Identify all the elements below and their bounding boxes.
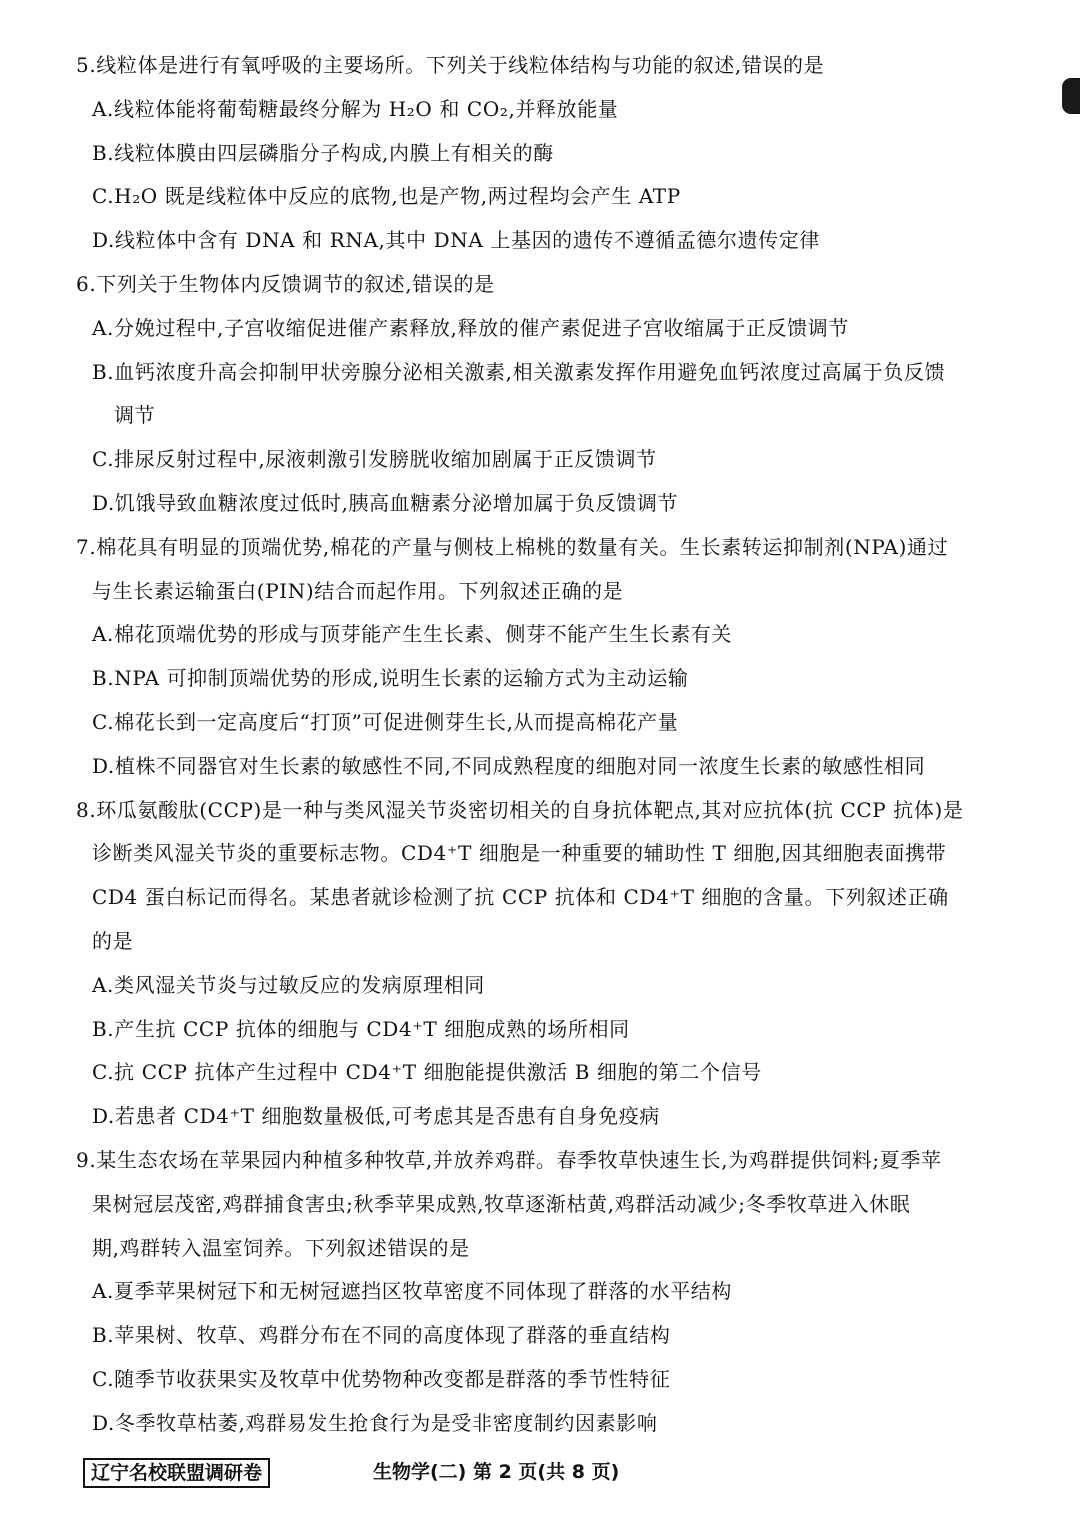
question-stem-line: 诊断类风湿关节炎的重要标志物。CD4⁺T 细胞是一种重要的辅助性 T 细胞,因其细胞表面携带	[92, 841, 947, 866]
answer-option: C.排尿反射过程中,尿液刺激引发膀胱收缩加剧属于正反馈调节	[92, 447, 657, 472]
exam-name-box: 辽宁名校联盟调研卷	[83, 1458, 270, 1488]
question-stem-line: CD4 蛋白标记而得名。某患者就诊检测了抗 CCP 抗体和 CD4⁺T 细胞的含量。下列叙述正确	[92, 885, 949, 910]
answer-option: B.产生抗 CCP 抗体的细胞与 CD4⁺T 细胞成熟的场所相同	[92, 1016, 630, 1041]
question-stem-line: 8.环瓜氨酸肽(CCP)是一种与类风湿关节炎密切相关的自身抗体靶点,其对应抗体(抗 CCP 抗体)是	[76, 797, 964, 822]
answer-option: D.饥饿导致血糖浓度过低时,胰高血糖素分泌增加属于负反馈调节	[92, 490, 679, 515]
answer-option: A.线粒体能将葡萄糖最终分解为 H₂O 和 CO₂,并释放能量	[92, 96, 619, 121]
question-block	[72, 44, 1022, 263]
question-stem-line: 期,鸡群转入温室饲养。下列叙述错误的是	[92, 1235, 470, 1260]
question-stem-line: 的是	[92, 928, 134, 953]
answer-option: B.血钙浓度升高会抑制甲状旁腺分泌相关激素,相关激素发挥作用避免血钙浓度过高属于负反馈	[92, 359, 946, 384]
answer-option: B.NPA 可抑制顶端优势的形成,说明生长素的运输方式为主动运输	[92, 666, 689, 691]
question-block	[72, 789, 1022, 1139]
answer-option: D.线粒体中含有 DNA 和 RNA,其中 DNA 上基因的遗传不遵循孟德尔遗传定律	[92, 228, 820, 253]
question-block	[72, 1139, 1022, 1446]
subject-page-number: 生物学(二) 第 2 页(共 8 页)	[373, 1461, 620, 1483]
answer-option: 调节	[114, 403, 156, 428]
page-footer	[83, 1458, 783, 1488]
answer-option: A.夏季苹果树冠下和无树冠遮挡区牧草密度不同体现了群落的水平结构	[92, 1279, 732, 1304]
question-stem-line: 7.棉花具有明显的顶端优势,棉花的产量与侧枝上棉桃的数量有关。生长素转运抑制剂(NPA)通过	[76, 534, 949, 559]
question-stem-line: 果树冠层茂密,鸡群捕食害虫;秋季苹果成熟,牧草逐渐枯黄,鸡群活动减少;冬季牧草进入休眠	[92, 1191, 911, 1216]
answer-option: C.H₂O 既是线粒体中反应的底物,也是产物,两过程均会产生 ATP	[92, 184, 681, 209]
question-stem-line: 5.线粒体是进行有氧呼吸的主要场所。下列关于线粒体结构与功能的叙述,错误的是	[76, 53, 825, 77]
page-edge-mark	[1062, 78, 1080, 114]
answer-option: D.植株不同器官对生长素的敏感性不同,不同成熟程度的细胞对同一浓度生长素的敏感性相同	[92, 753, 926, 778]
answer-option: B.苹果树、牧草、鸡群分布在不同的高度体现了群落的垂直结构	[92, 1323, 671, 1348]
answer-option: A.棉花顶端优势的形成与顶芽能产生生长素、侧芽不能产生生长素有关	[92, 622, 732, 647]
question-list	[72, 44, 1022, 1446]
answer-option: C.抗 CCP 抗体产生过程中 CD4⁺T 细胞能提供激活 B 细胞的第二个信号	[92, 1060, 762, 1085]
answer-option: D.若患者 CD4⁺T 细胞数量极低,可考虑其是否患有自身免疫病	[92, 1104, 660, 1129]
answer-option: B.线粒体膜由四层磷脂分子构成,内膜上有相关的酶	[92, 140, 554, 165]
question-stem-line: 9.某生态农场在苹果园内种植多种牧草,并放养鸡群。春季牧草快速生长,为鸡群提供饲料;夏季苹	[76, 1147, 942, 1172]
question-stem-line: 6.下列关于生物体内反馈调节的叙述,错误的是	[76, 271, 495, 296]
answer-option: C.棉花长到一定高度后“打顶”可促进侧芽生长,从而提高棉花产量	[92, 709, 679, 734]
question-block	[72, 526, 1022, 789]
question-stem-line: 与生长素运输蛋白(PIN)结合而起作用。下列叙述正确的是	[92, 578, 624, 603]
answer-option: D.冬季牧草枯萎,鸡群易发生抢食行为是受非密度制约因素影响	[92, 1410, 658, 1435]
answer-option: A.分娩过程中,子宫收缩促进催产素释放,释放的催产素促进子宫收缩属于正反馈调节	[92, 315, 849, 340]
answer-option: A.类风湿关节炎与过敏反应的发病原理相同	[92, 972, 485, 997]
question-block	[72, 263, 1022, 526]
answer-option: C.随季节收获果实及牧草中优势物种改变都是群落的季节性特征	[92, 1366, 671, 1391]
